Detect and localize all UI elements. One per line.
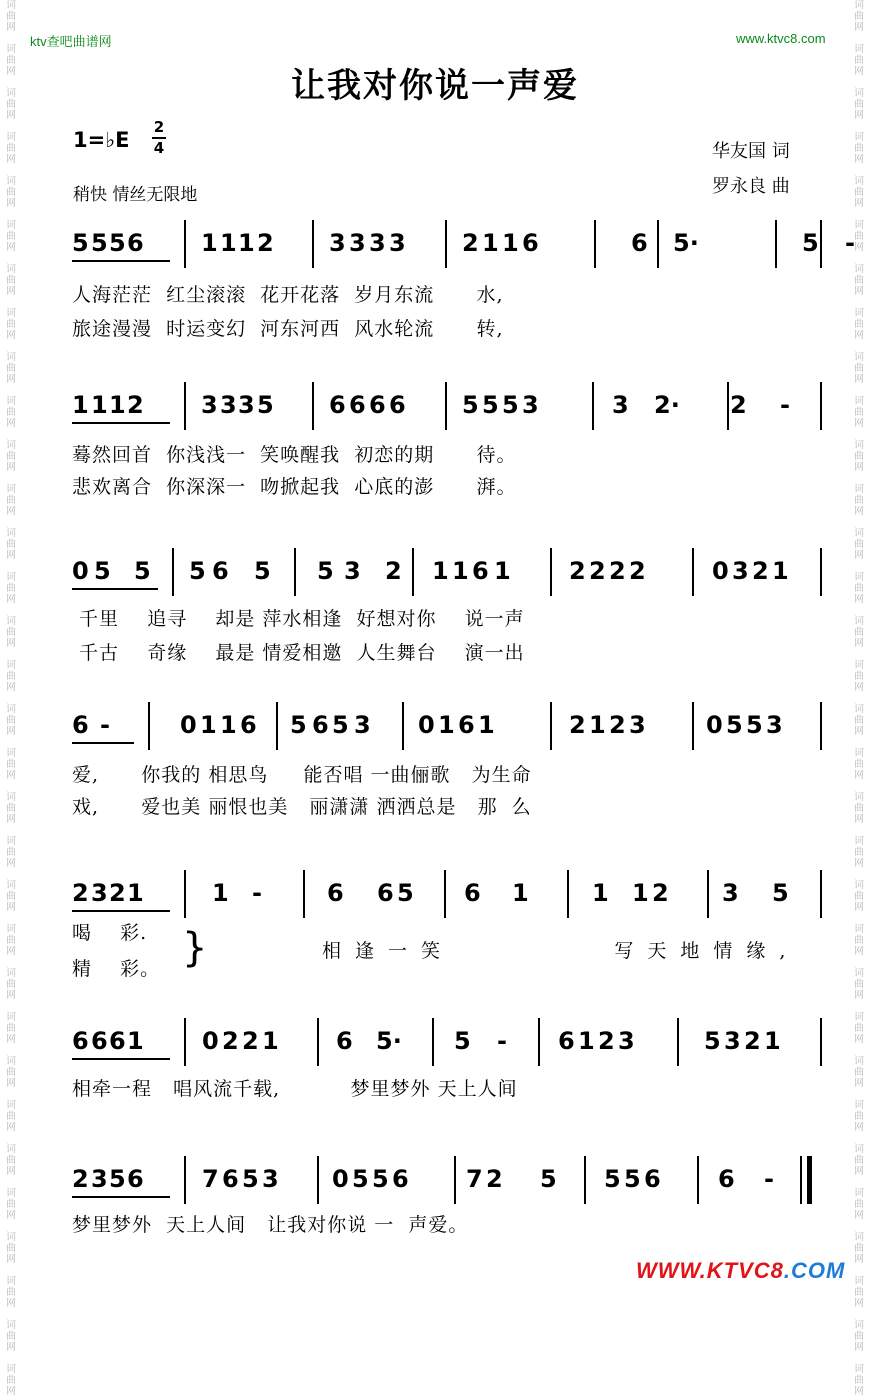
barline — [184, 220, 186, 268]
barline — [820, 1018, 822, 1066]
note: 6 — [127, 229, 144, 257]
notes-line-7 — [72, 1162, 822, 1196]
note: 3 — [220, 391, 237, 419]
note: 1 — [494, 557, 511, 585]
lyric-line-2b: 悲欢离合 你深深一 吻掀起我 心底的澎 湃。 — [72, 476, 517, 498]
note: 2 — [109, 879, 126, 907]
note: 5 — [482, 391, 499, 419]
notes-line-5 — [72, 876, 822, 910]
note: 2 — [72, 879, 89, 907]
lyric-line-4a: 爱, 你我的 相思鸟 能否唱 一曲俪歌 为生命 — [72, 764, 532, 786]
note: 3 — [722, 879, 739, 907]
note: 0 — [712, 557, 729, 585]
barline — [550, 548, 552, 596]
note: 6 — [312, 711, 329, 739]
barline — [454, 1156, 456, 1204]
note: 2 — [127, 391, 144, 419]
note: 3 — [329, 229, 346, 257]
note: 6 — [718, 1165, 735, 1193]
barline — [707, 870, 709, 918]
note: 6 — [240, 711, 257, 739]
note: 2 — [385, 557, 402, 585]
note: 6 — [631, 229, 648, 257]
note: 1 — [632, 879, 649, 907]
barline — [312, 220, 314, 268]
note: 6 — [109, 1027, 126, 1055]
lyric-line-1b: 旅途漫漫 时运变幻 河东河西 风水轮流 转, — [72, 318, 504, 340]
note: 6 — [72, 1027, 89, 1055]
note: 6 — [472, 557, 489, 585]
note: 5 — [726, 711, 743, 739]
note: 6 — [644, 1165, 661, 1193]
barline — [184, 1156, 186, 1204]
note: 3 — [354, 711, 371, 739]
note: 6 — [222, 1165, 239, 1193]
note: 2 — [462, 229, 479, 257]
note: 5 — [109, 1165, 126, 1193]
barline — [677, 1018, 679, 1066]
composer-credit: 罗永良 曲 — [712, 176, 790, 197]
note: - — [845, 229, 855, 257]
site-link-right[interactable]: www.ktvc8.com — [736, 31, 826, 46]
note: 6 — [369, 391, 386, 419]
lyric-line-6: 相牵一程 唱风流千载, 梦里梦外 天上人间 — [72, 1078, 518, 1100]
barline — [594, 220, 596, 268]
note: - — [497, 1027, 507, 1055]
barline — [184, 870, 186, 918]
note: 2 — [744, 1027, 761, 1055]
note: 3 — [201, 391, 218, 419]
note: 3 — [262, 1165, 279, 1193]
note: - — [764, 1165, 774, 1193]
lyric-line-5-shared: 相逢一笑 写天地情缘, — [322, 940, 800, 962]
barline — [276, 702, 278, 750]
note: 1 — [200, 711, 217, 739]
barline — [317, 1156, 319, 1204]
beam-line — [72, 260, 170, 262]
note: 5 — [372, 1165, 389, 1193]
lyric-line-2a: 蓦然回首 你浅浅一 笑唤醒我 初恋的期 待。 — [72, 444, 517, 466]
lyric-line-3b: 千古 奇缘 最是 情爱相邀 人生舞台 演一出 — [72, 642, 525, 664]
barline — [820, 220, 822, 268]
watermark-main: WWW.KTVC8 — [636, 1258, 784, 1283]
time-top: 2 — [153, 118, 165, 136]
note: 2· — [654, 391, 680, 419]
notes-line-2 — [72, 388, 822, 422]
time-signature — [152, 118, 166, 158]
barline — [820, 548, 822, 596]
note: 1 — [72, 391, 89, 419]
side-watermark-right: 词 曲 网 词 曲 网 词 曲 网 词 曲 网 词 曲 网 词 曲 网 词 曲 网 词 曲 网 词 曲 网 词 曲 网 词 曲 网 词 曲 网 词 曲 网 词 曲 网 词 曲 网 词 曲 网 词 曲 网 词 曲 网 词 曲 网 词 曲 网 词 曲 网 词 曲 网 词 曲 网 词 曲 网 词 曲 网 词 曲 网 词 曲 网 词 曲 网 词 曲 网 词 曲 网 词 曲 网 词 曲 网 — [854, 0, 864, 1397]
song-title: 让我对你说一声爱 — [291, 66, 579, 106]
time-bottom: 4 — [153, 139, 165, 157]
note: 2 — [257, 229, 274, 257]
barline — [567, 870, 569, 918]
note: 5 — [134, 557, 151, 585]
note: 7 — [202, 1165, 219, 1193]
note: 6 — [392, 1165, 409, 1193]
barline — [172, 548, 174, 596]
barline — [584, 1156, 586, 1204]
lyric-line-7: 梦里梦外 天上人间 让我对你说 一 声爱。 — [72, 1214, 469, 1236]
note: 6 — [389, 391, 406, 419]
barline — [657, 220, 659, 268]
note: 2 — [242, 1027, 259, 1055]
site-watermark-logo — [636, 1258, 845, 1284]
note: - — [252, 879, 262, 907]
beam-line — [72, 742, 134, 744]
note: 5 — [746, 711, 763, 739]
note: 1 — [220, 711, 237, 739]
note: 5 — [317, 557, 334, 585]
barline — [294, 548, 296, 596]
note: 1 — [578, 1027, 595, 1055]
note: 3 — [724, 1027, 741, 1055]
note: 6 — [458, 711, 475, 739]
note: 5 — [72, 229, 89, 257]
note: 0 — [202, 1027, 219, 1055]
note: 3 — [629, 711, 646, 739]
site-link-left[interactable]: ktv查吧曲谱网 — [30, 34, 112, 49]
beam-line — [72, 1058, 170, 1060]
note: 1 — [512, 879, 529, 907]
note: 1 — [482, 229, 499, 257]
lyric-brace: } — [182, 925, 208, 971]
note: 1 — [764, 1027, 781, 1055]
note: 1 — [201, 229, 218, 257]
notes-line-6 — [72, 1024, 822, 1058]
note: 1 — [127, 1027, 144, 1055]
barline — [592, 382, 594, 430]
note: 5 — [604, 1165, 621, 1193]
note: 2 — [609, 711, 626, 739]
note: 3 — [618, 1027, 635, 1055]
barline — [148, 702, 150, 750]
watermark-tail: .COM — [783, 1258, 846, 1283]
note: 6 — [558, 1027, 575, 1055]
note: 2 — [730, 391, 747, 419]
note: 3 — [732, 557, 749, 585]
note: 1 — [438, 711, 455, 739]
note: 2 — [598, 1027, 615, 1055]
barline — [538, 1018, 540, 1066]
note: 0 — [706, 711, 723, 739]
beam-line — [72, 422, 170, 424]
note: 3 — [369, 229, 386, 257]
note: 5 — [802, 229, 819, 257]
note: 2 — [486, 1165, 503, 1193]
lyric-line-3a: 千里 追寻 却是 萍水相逢 好想对你 说一声 — [72, 608, 525, 630]
notes-line-1 — [72, 226, 855, 260]
note: 5 — [772, 879, 789, 907]
beam-line — [72, 910, 170, 912]
note: 5 — [397, 879, 414, 907]
key-signature: 1=♭E — [73, 128, 130, 152]
note: 2 — [652, 879, 669, 907]
note: 3 — [91, 1165, 108, 1193]
barline — [800, 1156, 802, 1204]
barline — [820, 870, 822, 918]
note: 0 — [180, 711, 197, 739]
note: 2 — [609, 557, 626, 585]
note: 5 — [502, 391, 519, 419]
note: 5 — [257, 391, 274, 419]
note: 2 — [569, 711, 586, 739]
notes-line-3 — [72, 554, 822, 588]
note: 1 — [772, 557, 789, 585]
lyricist-credit: 华友国 词 — [712, 141, 790, 162]
note: - — [100, 711, 110, 739]
barline — [550, 702, 552, 750]
note: 5 — [109, 229, 126, 257]
note: 6 — [349, 391, 366, 419]
note: 5 — [91, 229, 108, 257]
lyric-line-5a: 喝 彩. — [72, 922, 148, 944]
note: 5 — [254, 557, 271, 585]
note: 1 — [452, 557, 469, 585]
note: 0 — [332, 1165, 349, 1193]
note: 3 — [766, 711, 783, 739]
note: 6 — [72, 711, 89, 739]
note: 5· — [673, 229, 699, 257]
note: 1 — [212, 879, 229, 907]
note: 3 — [91, 879, 108, 907]
note: 5 — [540, 1165, 557, 1193]
note: 2 — [589, 557, 606, 585]
notes-line-4 — [72, 708, 822, 742]
note: 6 — [127, 1165, 144, 1193]
side-watermark-left: 词 曲 网 词 曲 网 词 曲 网 词 曲 网 词 曲 网 词 曲 网 词 曲 网 词 曲 网 词 曲 网 词 曲 网 词 曲 网 词 曲 网 词 曲 网 词 曲 网 词 曲 网 词 曲 网 词 曲 网 词 曲 网 词 曲 网 词 曲 网 词 曲 网 词 曲 网 词 曲 网 词 曲 网 词 曲 网 词 曲 网 词 曲 网 词 曲 网 词 曲 网 词 曲 网 词 曲 网 词 曲 网 — [6, 0, 16, 1397]
barline — [184, 1018, 186, 1066]
barline — [820, 702, 822, 750]
note: 2 — [752, 557, 769, 585]
note: 3 — [349, 229, 366, 257]
note: 1 — [589, 711, 606, 739]
note: 5 — [242, 1165, 259, 1193]
note: 5· — [376, 1027, 402, 1055]
note: 1 — [238, 229, 255, 257]
barline — [445, 220, 447, 268]
note: 6 — [464, 879, 481, 907]
beam-line — [72, 1196, 170, 1198]
note: - — [780, 391, 790, 419]
note: 1 — [432, 557, 449, 585]
note: 6 — [336, 1027, 353, 1055]
note: 5 — [290, 711, 307, 739]
note: 1 — [592, 879, 609, 907]
note: 1 — [91, 391, 108, 419]
lyric-line-1a: 人海茫茫 红尘滚滚 花开花落 岁月东流 水, — [72, 284, 504, 306]
barline — [412, 548, 414, 596]
note: 5 — [189, 557, 206, 585]
note: 5 — [352, 1165, 369, 1193]
note: 1 — [262, 1027, 279, 1055]
note: 2 — [72, 1165, 89, 1193]
note: 6 — [212, 557, 229, 585]
note: 1 — [109, 391, 126, 419]
note: 6 — [329, 391, 346, 419]
note: 2 — [569, 557, 586, 585]
note: 0 — [72, 557, 89, 585]
note: 6 — [377, 879, 394, 907]
barline — [692, 548, 694, 596]
note: 5 — [94, 557, 111, 585]
beam-line — [72, 588, 158, 590]
barline — [312, 382, 314, 430]
note: 5 — [332, 711, 349, 739]
note: 6 — [91, 1027, 108, 1055]
barline — [317, 1018, 319, 1066]
note: 2 — [222, 1027, 239, 1055]
barline — [820, 382, 822, 430]
note: 3 — [522, 391, 539, 419]
barline — [184, 382, 186, 430]
barline — [303, 870, 305, 918]
note: 3 — [389, 229, 406, 257]
lyric-line-4b: 戏, 爱也美 丽恨也美 丽潇潇 洒洒总是 那 么 — [72, 796, 532, 818]
note: 5 — [624, 1165, 641, 1193]
barline — [444, 870, 446, 918]
barline — [692, 702, 694, 750]
note: 3 — [344, 557, 361, 585]
barline — [697, 1156, 699, 1204]
note: 1 — [220, 229, 237, 257]
note: 1 — [478, 711, 495, 739]
note: 7 — [466, 1165, 483, 1193]
lyric-line-5b: 精 彩。 — [72, 958, 161, 980]
note: 3 — [612, 391, 629, 419]
barline — [807, 1156, 812, 1204]
note: 0 — [418, 711, 435, 739]
note: 5 — [454, 1027, 471, 1055]
barline — [727, 382, 729, 430]
tempo-marking: 稍快 情丝无限地 — [73, 185, 198, 205]
barline — [402, 702, 404, 750]
note: 1 — [502, 229, 519, 257]
note: 6 — [327, 879, 344, 907]
note: 2 — [629, 557, 646, 585]
barline — [432, 1018, 434, 1066]
barline — [445, 382, 447, 430]
barline — [775, 220, 777, 268]
note: 5 — [462, 391, 479, 419]
note: 5 — [704, 1027, 721, 1055]
note: 1 — [127, 879, 144, 907]
note: 6 — [522, 229, 539, 257]
note: 3 — [238, 391, 255, 419]
